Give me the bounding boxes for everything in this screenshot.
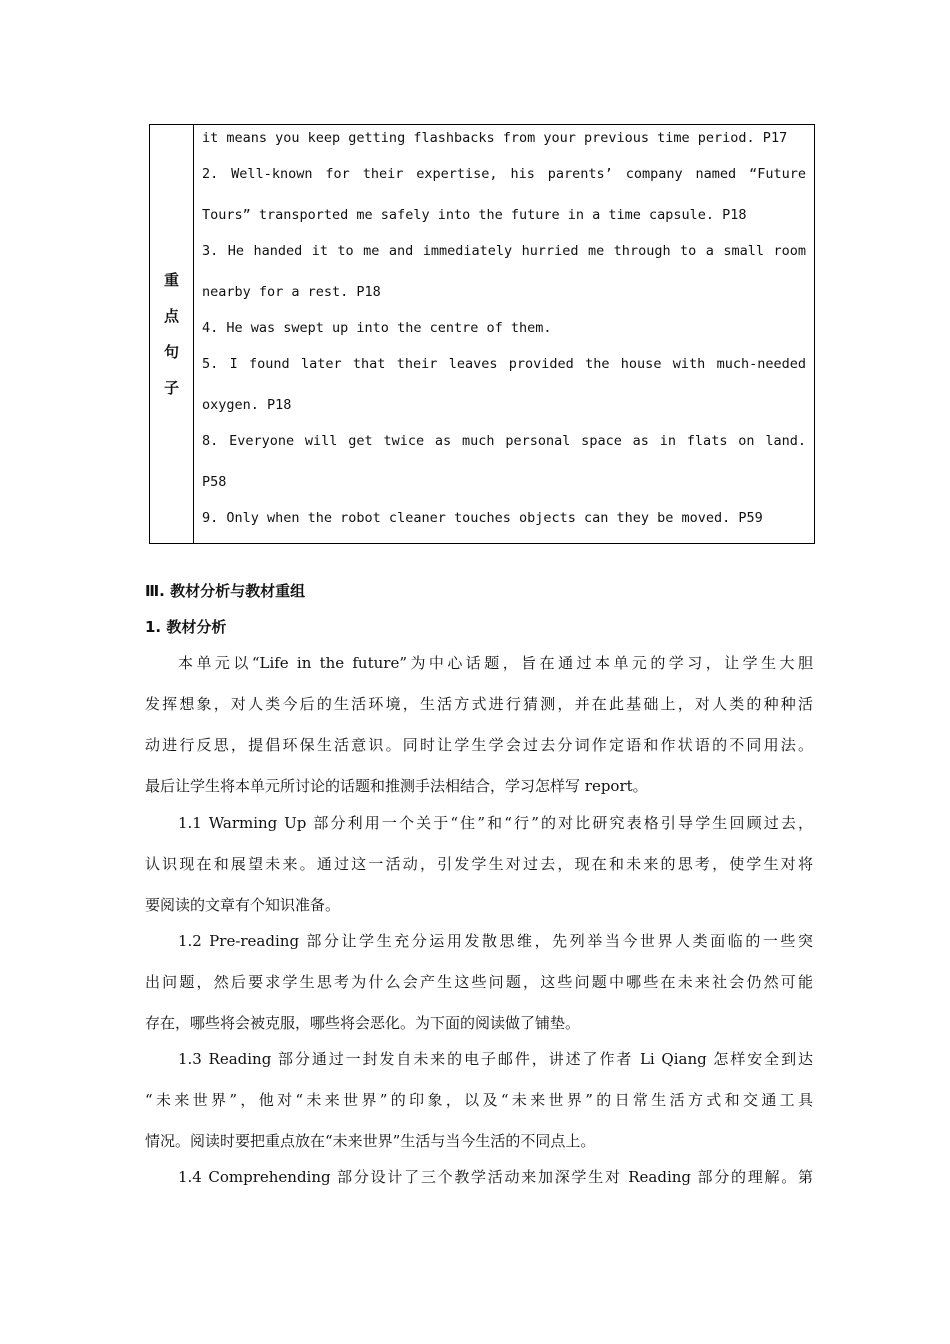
- sentence-line: P58: [202, 474, 227, 490]
- paragraph-line: 1.3 Reading 部分通过一封发自未来的电子邮件，讲述了作者 Li Qiang 怎样安全到达: [178, 1050, 813, 1068]
- sentence-line: 4. He was swept up into the centre of them.: [202, 320, 552, 336]
- paragraph-line: 要阅读的文章有个知识准备。: [145, 896, 341, 914]
- sentence-line: Tours” transported me safely into the future in a time capsule. P18: [202, 207, 747, 223]
- key-sentences-table: [149, 124, 815, 544]
- paragraph-line: 1.4 Comprehending 部分设计了三个教学活动来加深学生对 Reading 部分的理解。第: [178, 1168, 813, 1186]
- sentence-line: 8. Everyone will get twice as much personal space as in flats on land.: [202, 433, 806, 449]
- paragraph-line: “未来世界”，他对“未来世界”的印象，以及“未来世界”的日常生活方式和交通工具: [145, 1091, 813, 1109]
- key-sentences-cell: [194, 125, 814, 543]
- paragraph-line: 出问题，然后要求学生思考为什么会产生这些问题，这些问题中哪些在未来社会仍然可能: [145, 973, 813, 991]
- label-char: 点: [163, 307, 179, 325]
- sentence-line: 3. He handed it to me and immediately hurried me through to a small room: [202, 243, 806, 259]
- sentence-line: 2. Well-known for their expertise, his parents’ company named “Future: [202, 166, 806, 182]
- label-char: 重: [163, 271, 179, 289]
- paragraph-line: 存在，哪些将会被克服，哪些将会恶化。为下面的阅读做了铺垫。: [145, 1014, 581, 1032]
- subheading: 1. 教材分析: [145, 618, 227, 636]
- sentence-line: it means you keep getting flashbacks from your previous time period. P17: [202, 130, 788, 146]
- paragraph-line: 1.1 Warming Up 部分利用一个关于“住”和“行”的对比研究表格引导学生回顾过去，: [178, 814, 813, 832]
- paragraph-line: 1.2 Pre-reading 部分让学生充分运用发散思维，先列举当今世界人类面临的一些突: [178, 932, 813, 950]
- sentence-line: oxygen. P18: [202, 397, 292, 413]
- paragraph-line: 本单元以“Life in the future”为中心话题，旨在通过本单元的学习，让学生大胆: [178, 654, 813, 672]
- label-char: 子: [163, 379, 179, 397]
- section-heading: Ⅲ. 教材分析与教材重组: [145, 582, 306, 600]
- paragraph-line: 最后让学生将本单元所讨论的话题和推测手法相结合，学习怎样写 report。: [145, 777, 648, 795]
- key-sentences-label: [150, 125, 194, 543]
- sentence-line: 5. I found later that their leaves provided the house with much-needed: [202, 356, 806, 372]
- paragraph-line: 动进行反思，提倡环保生活意识。同时让学生学会过去分词作定语和作状语的不同用法。: [145, 736, 813, 754]
- sentence-line: nearby for a rest. P18: [202, 284, 381, 300]
- paragraph-line: 认识现在和展望未来。通过这一活动，引发学生对过去，现在和未来的思考，使学生对将: [145, 855, 813, 873]
- label-char: 句: [163, 343, 179, 361]
- paragraph-line: 情况。阅读时要把重点放在“未来世界”生活与当今生活的不同点上。: [145, 1132, 596, 1150]
- sentence-line: 9. Only when the robot cleaner touches objects can they be moved. P59: [202, 510, 763, 526]
- paragraph-line: 发挥想象，对人类今后的生活环境，生活方式进行猜测，并在此基础上，对人类的种种活: [145, 695, 813, 713]
